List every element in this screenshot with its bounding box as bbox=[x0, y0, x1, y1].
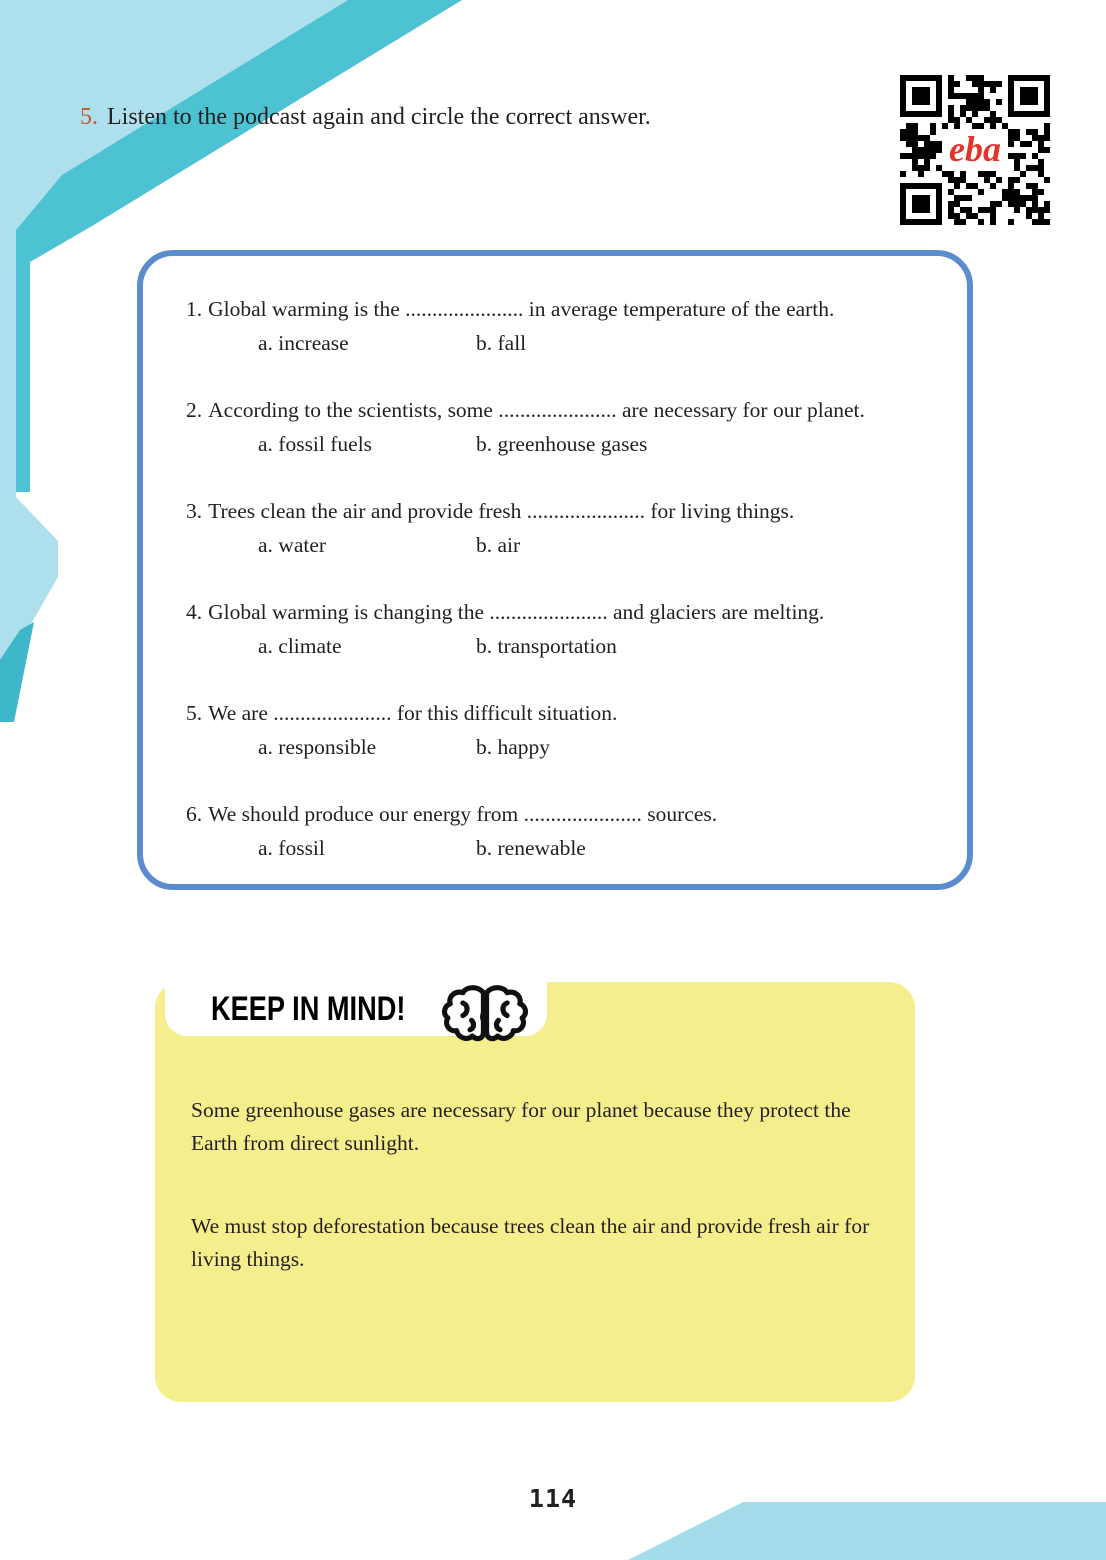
keep-in-mind-title: KEEP IN MIND! bbox=[211, 990, 406, 1028]
exercise-instruction bbox=[80, 100, 651, 134]
question-number: 4. bbox=[186, 600, 203, 624]
option-b: b. happy bbox=[476, 735, 551, 759]
question-6 bbox=[186, 797, 937, 865]
exercise-number: 5. bbox=[80, 104, 98, 130]
option-a: a. fossil bbox=[258, 836, 325, 860]
option-b: b. fall bbox=[476, 331, 527, 355]
option-b: b. air bbox=[476, 533, 521, 557]
quiz-box bbox=[137, 250, 973, 890]
question-text: Global warming is the ...................... in average temperature of the earth. bbox=[208, 297, 835, 321]
eba-logo: eba bbox=[949, 129, 1001, 169]
keep-in-mind-note: We must stop deforestation because trees clean the air and provide fresh air for living things. bbox=[191, 1214, 870, 1271]
question-number: 6. bbox=[186, 802, 203, 826]
keep-in-mind-note: Some greenhouse gases are necessary for our planet because they protect the Earth from direct sunlight. bbox=[191, 1098, 851, 1155]
exercise-instruction-text: Listen to the podcast again and circle the correct answer. bbox=[107, 104, 651, 130]
question-3 bbox=[186, 494, 937, 562]
qr-code bbox=[900, 75, 1050, 225]
keep-in-mind-header-band bbox=[165, 982, 547, 1036]
option-a: a. increase bbox=[258, 331, 349, 355]
question-number: 5. bbox=[186, 701, 203, 725]
option-b: b. transportation bbox=[476, 634, 617, 658]
option-b: b. renewable bbox=[476, 836, 586, 860]
option-a: a. responsible bbox=[258, 735, 377, 759]
option-a: a. fossil fuels bbox=[258, 432, 373, 456]
brain-icon bbox=[437, 984, 533, 1044]
question-5 bbox=[186, 696, 937, 764]
option-b: b. greenhouse gases bbox=[476, 432, 648, 456]
option-a: a. water bbox=[258, 533, 327, 557]
question-2 bbox=[186, 393, 937, 461]
question-number: 3. bbox=[186, 499, 203, 523]
question-text: We are ...................... for this difficult situation. bbox=[208, 701, 618, 725]
question-1 bbox=[186, 292, 937, 360]
keep-in-mind-box bbox=[155, 982, 915, 1402]
question-text: We should produce our energy from ...................... sources. bbox=[208, 802, 718, 826]
page-number: 114 bbox=[528, 1484, 578, 1513]
option-a: a. climate bbox=[258, 634, 342, 658]
question-number: 1. bbox=[186, 297, 203, 321]
question-number: 2. bbox=[186, 398, 203, 422]
question-text: According to the scientists, some ...................... are necessary for our planet. bbox=[208, 398, 865, 422]
question-4 bbox=[186, 595, 937, 663]
question-text: Global warming is changing the ...................... and glaciers are melting. bbox=[208, 600, 825, 624]
question-text: Trees clean the air and provide fresh ...................... for living things. bbox=[208, 499, 795, 523]
